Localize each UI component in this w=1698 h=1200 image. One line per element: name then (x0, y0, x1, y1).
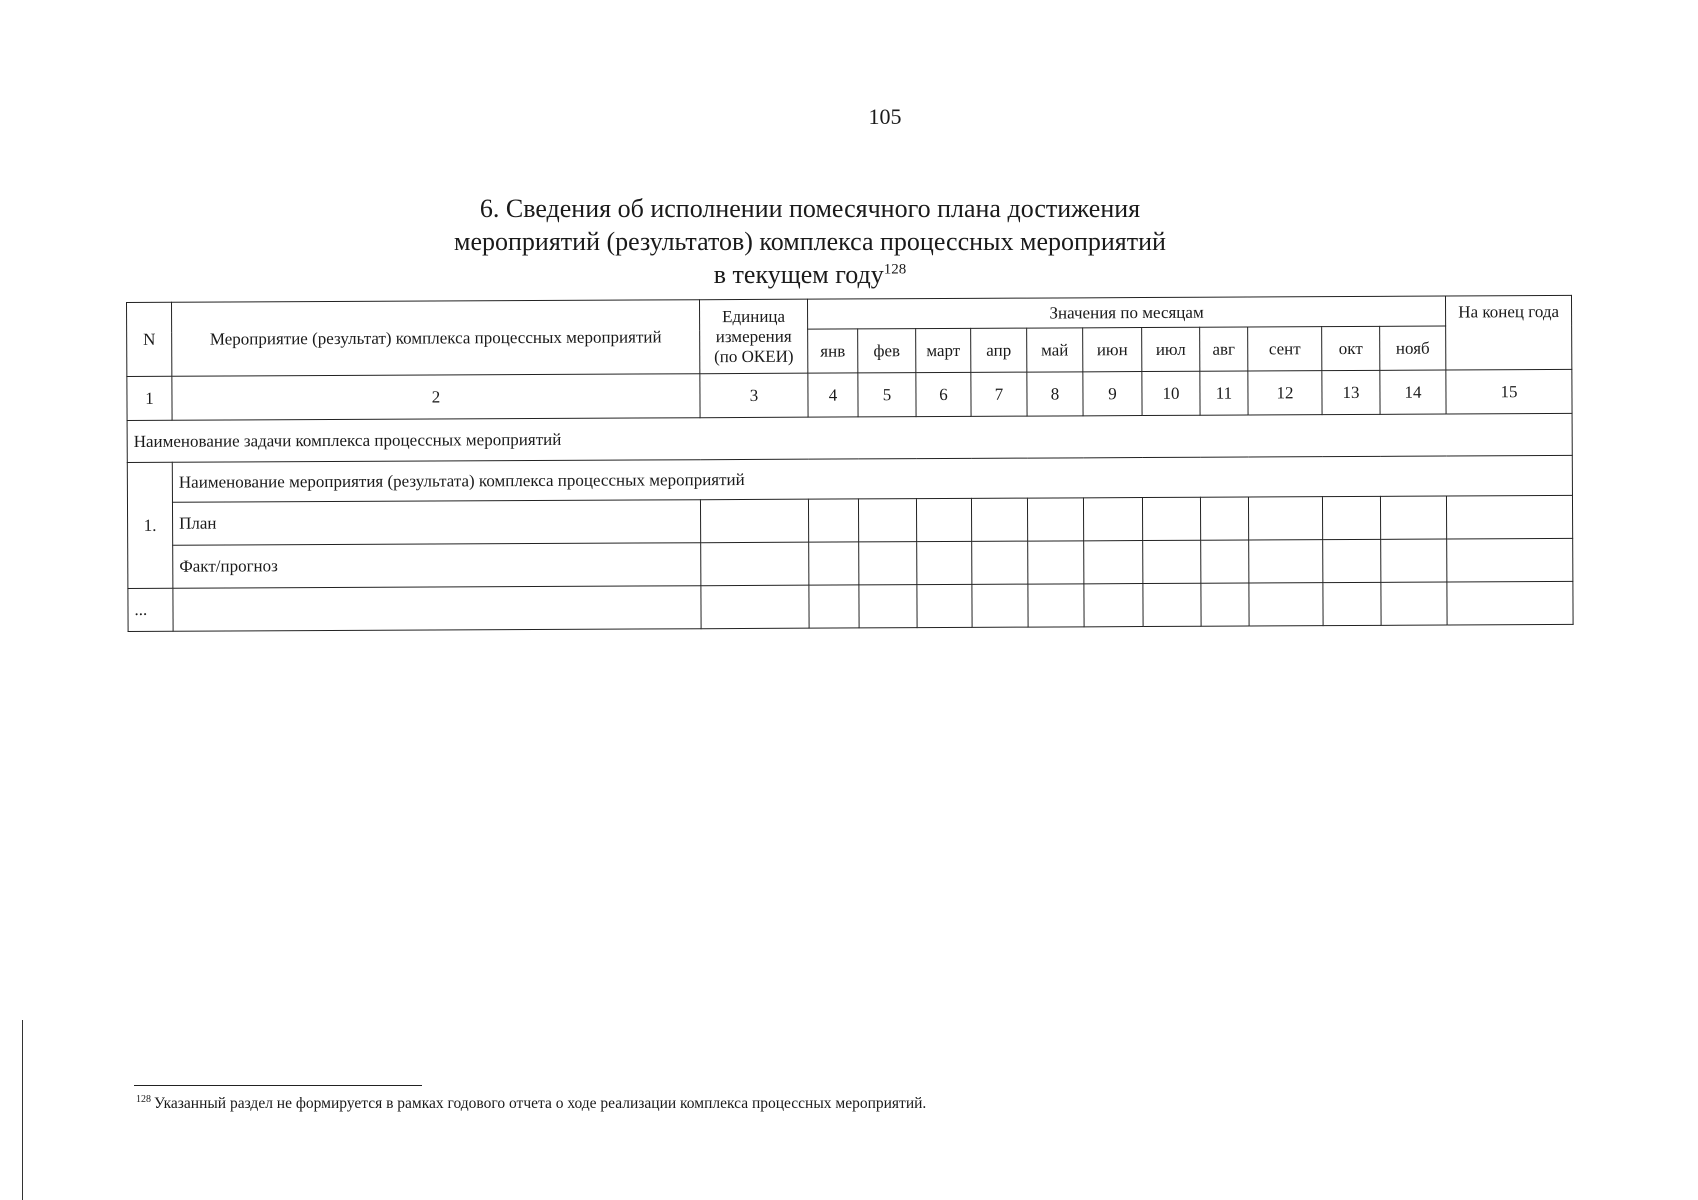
fact-value-cell (972, 541, 1028, 584)
plan-value-cell (1027, 498, 1083, 541)
plan-row (127, 495, 1572, 545)
item-name: Наименование мероприятия (результата) комплекса процессных мероприятий (172, 455, 1572, 502)
title-line-1: 6. Сведения об исполнении помесячного плана достижения (479, 194, 1141, 223)
header-end-of-year: На конец года (1446, 295, 1572, 370)
footnote-ref: 128 (136, 1094, 151, 1105)
header-month: окт (1322, 326, 1380, 370)
column-number: 1 (127, 376, 172, 420)
column-number: 15 (1446, 369, 1572, 414)
column-number: 5 (858, 373, 916, 417)
column-number: 11 (1200, 371, 1248, 415)
continuation-cell (1381, 582, 1447, 625)
fact-value-cell (1249, 540, 1323, 583)
footnote-divider (134, 1085, 422, 1086)
header-months-group: Значения по месяцам (807, 296, 1445, 329)
plan-value-cell (1380, 496, 1446, 539)
header-unit: Единица измерения (по ОКЕИ) (699, 299, 807, 374)
fact-end-of-year-cell (1447, 538, 1573, 582)
column-number: 9 (1083, 372, 1142, 416)
continuation-row (128, 581, 1573, 631)
column-number: 6 (916, 372, 971, 416)
column-number: 13 (1322, 370, 1380, 414)
title-line-3 (420, 258, 1200, 291)
fact-unit-cell (701, 542, 809, 586)
fact-label: Факт/прогноз (173, 543, 701, 589)
footnote-text: Указанный раздел не формируется в рамках годового отчета о ходе реализации комплекса процессных мероприятий. (154, 1095, 927, 1113)
fact-value-cell (859, 542, 917, 585)
fact-value-cell (1028, 541, 1084, 584)
plan-value-cell (916, 498, 971, 541)
plan-value-cell (808, 499, 858, 542)
header-month: фев (858, 329, 916, 373)
plan-label: План (172, 500, 700, 546)
column-number: 12 (1248, 371, 1322, 415)
header-month: июн (1083, 328, 1142, 372)
column-number: 10 (1142, 371, 1200, 415)
fact-value-cell (1201, 540, 1249, 583)
scan-margin-line (22, 1020, 23, 1200)
continuation-cell (1143, 583, 1201, 626)
footnote (136, 1094, 1436, 1113)
title-line-3-text: в текущем году (713, 260, 884, 289)
header-month: нояб (1380, 326, 1446, 370)
item-number: 1. (127, 462, 173, 588)
column-number: 4 (808, 373, 858, 417)
plan-value-cell (1200, 497, 1248, 540)
header-n: N (127, 302, 172, 376)
task-row (127, 413, 1572, 462)
continuation-ellipsis: ... (128, 588, 173, 631)
plan-value-cell (1083, 498, 1142, 541)
continuation-cell (1447, 581, 1573, 625)
continuation-cell (972, 584, 1028, 627)
fact-value-cell (1084, 541, 1143, 584)
header-month: апр (971, 328, 1027, 372)
title-footnote-ref: 128 (883, 261, 907, 278)
header-month: май (1027, 328, 1083, 372)
task-name: Наименование задачи комплекса процессных мероприятий (127, 413, 1572, 462)
column-number: 7 (971, 372, 1027, 416)
plan-value-cell (1322, 496, 1380, 539)
continuation-cell (809, 585, 859, 628)
header-month: июл (1142, 327, 1200, 371)
column-number: 8 (1027, 372, 1083, 416)
header-month: авг (1200, 327, 1248, 371)
fact-value-cell (1143, 540, 1201, 583)
plan-end-of-year-cell (1447, 495, 1573, 539)
column-number: 3 (700, 373, 808, 418)
continuation-cell (1323, 582, 1381, 625)
header-event: Мероприятие (результат) комплекса процессных мероприятий (172, 300, 700, 377)
page-number: 105 (868, 104, 902, 129)
fact-value-cell (809, 542, 859, 585)
header-month: сент (1248, 327, 1322, 371)
continuation-cell (1201, 583, 1249, 626)
title-line-2: мероприятий (результатов) комплекса процессных мероприятий (454, 227, 1166, 256)
header-month: март (916, 328, 971, 372)
plan-value-cell (1248, 497, 1322, 540)
fact-row (128, 538, 1573, 588)
fact-value-cell (1323, 539, 1381, 582)
fact-value-cell (1381, 539, 1447, 582)
continuation-cell (701, 585, 809, 629)
continuation-cell (859, 585, 917, 628)
continuation-cell (1084, 584, 1143, 627)
continuation-cell (917, 584, 972, 627)
monthly-plan-table (126, 295, 1574, 632)
item-name-row (127, 455, 1572, 502)
report-table-wrap (126, 295, 1574, 632)
continuation-cell (1028, 584, 1084, 627)
column-number: 2 (172, 374, 700, 421)
section-title (420, 192, 1200, 291)
header-month: янв (808, 329, 858, 373)
plan-value-cell (1142, 497, 1200, 540)
column-number: 14 (1380, 370, 1446, 414)
continuation-cell (173, 586, 701, 632)
plan-value-cell (971, 498, 1027, 541)
continuation-cell (1249, 583, 1323, 626)
fact-value-cell (917, 541, 972, 584)
plan-value-cell (858, 499, 916, 542)
column-number-row (127, 369, 1572, 420)
plan-unit-cell (700, 499, 808, 543)
